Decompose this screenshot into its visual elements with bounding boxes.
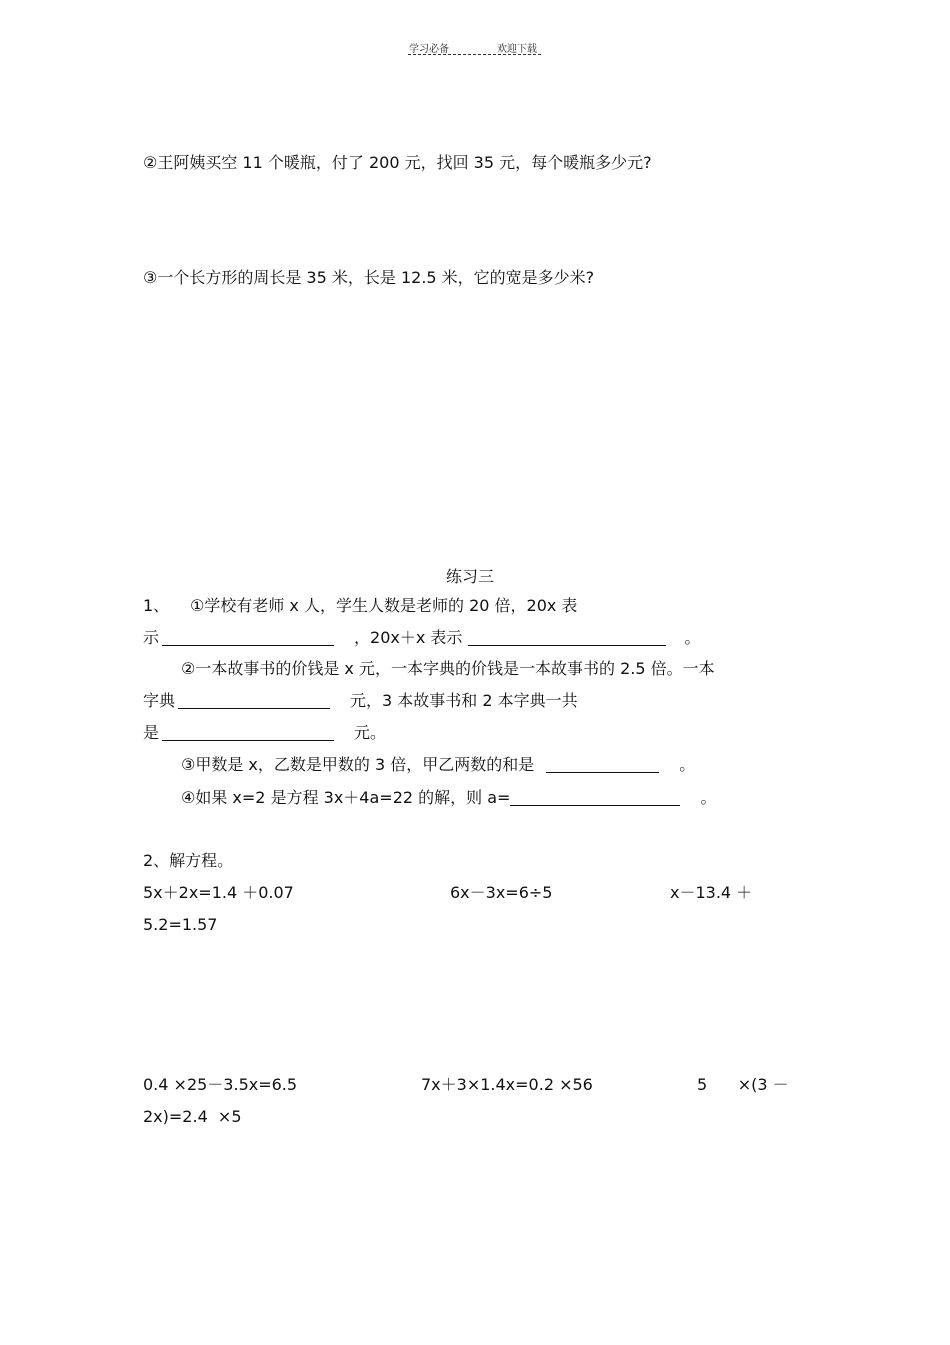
q1-a-line2-mid: ，20x＋x 表示 (354, 628, 463, 647)
q1-c-start: ③甲数是 x，乙数是甲数的 3 倍，甲乙两数的和是 (181, 755, 535, 774)
answer-blank-3[interactable] (178, 692, 330, 709)
header-divider (408, 54, 541, 55)
answer-blank-6[interactable] (510, 789, 680, 806)
q1-c-line (181, 755, 695, 775)
equation-1: 5x＋2x=1.4 ＋0.07 (143, 883, 294, 902)
answer-blank-1[interactable] (162, 629, 334, 646)
q1-b-line2-end: 元，3 本故事书和 2 本字典一共 (350, 691, 578, 710)
equation-6-part1: 5 ×(3 － (697, 1075, 789, 1094)
q1-a-line2-start: 示 (143, 628, 160, 647)
q1-c-end: 。 (679, 755, 696, 774)
equation-4: 0.4 ×25－3.5x=6.5 (143, 1075, 298, 1094)
equation-3-part1: x－13.4 ＋ (670, 883, 753, 902)
equation-5: 7x＋3×1.4x=0.2 ×56 (421, 1075, 593, 1094)
equation-3-part2: 5.2=1.57 (143, 915, 218, 934)
q1-d-line (181, 788, 716, 808)
q1-a-line1: ①学校有老师 x 人，学生人数是老师的 20 倍，20x 表 (190, 596, 578, 615)
section-title: 练习三 (446, 567, 495, 586)
q1-b-line3 (143, 723, 386, 743)
problem-2: ②王阿姨买空 11 个暖瓶，付了 200 元，找回 35 元，每个暖瓶多少元? (143, 153, 652, 172)
q1-d-start: ④如果 x=2 是方程 3x＋4a=22 的解，则 a= (181, 788, 511, 807)
q1-b-line3-start: 是 (143, 723, 160, 742)
problem-3: ③一个长方形的周长是 35 米，长是 12.5 米，它的宽是多少米? (143, 268, 595, 287)
q1-b-line2-start: 字典 (143, 691, 176, 710)
header-right: 欢迎下载 (497, 44, 537, 55)
q1-d-end: 。 (700, 788, 717, 807)
header-left: 学习必备 (409, 44, 449, 55)
equation-2: 6x－3x=6÷5 (450, 883, 553, 902)
answer-blank-4[interactable] (162, 724, 334, 741)
q1-b-line1: ②一本故事书的价钱是 x 元，一本字典的价钱是一本故事书的 2.5 倍。一本 (181, 659, 715, 678)
q1-b-line3-end: 元。 (354, 723, 387, 742)
answer-blank-2[interactable] (468, 629, 666, 646)
q1-b-line2 (143, 691, 578, 711)
q1-a-line2-end: 。 (684, 628, 701, 647)
answer-blank-5[interactable] (546, 756, 659, 773)
q2-title: 2、解方程。 (143, 851, 234, 870)
q1-number: 1、 (143, 596, 170, 615)
q1-a-line2 (143, 628, 700, 648)
equation-6-part2: 2x)=2.4 ×5 (143, 1107, 242, 1126)
